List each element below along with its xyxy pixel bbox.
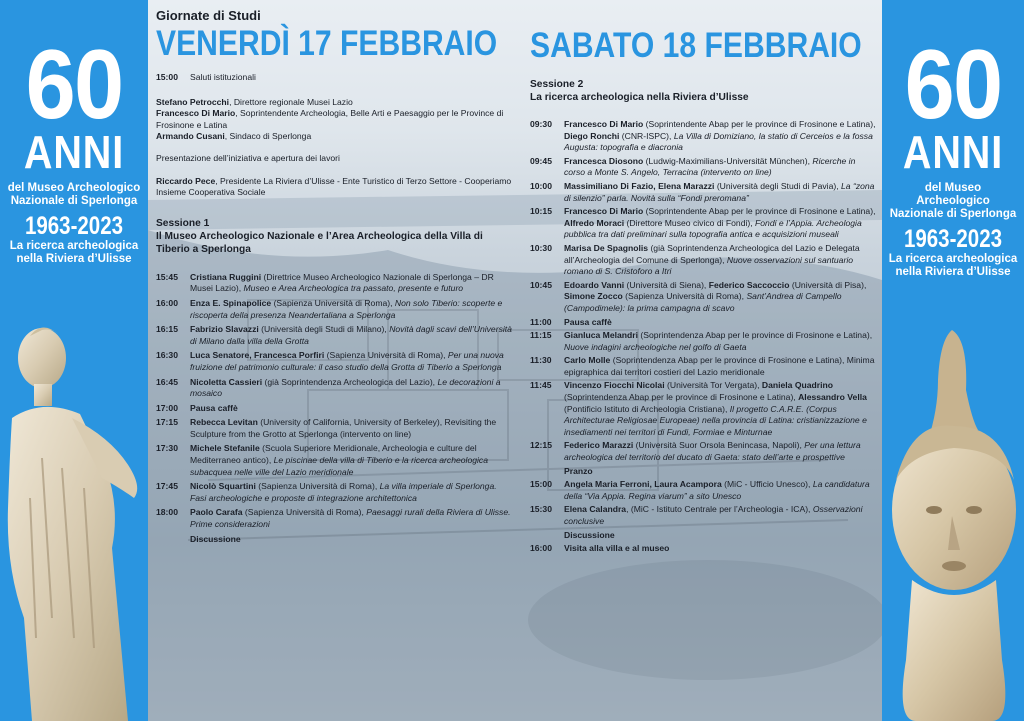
talk-details xyxy=(564,330,876,353)
talk-details xyxy=(564,479,876,502)
speaker-name: Cristiana Ruggini xyxy=(190,271,262,282)
speaker-name: Fabrizio Slavazzi xyxy=(190,324,259,335)
session2-title: La ricerca archeologica nella Riviera d’Ulisse xyxy=(530,92,749,103)
time: 18:00 xyxy=(156,507,178,518)
talk-title: Il progetto C.A.R.E. (Corpus Architecturae Religiosae Europeae) nella provincia di Latina: cristianizzazione e insediamenti nei territori di Fundi, Formiae e Minturnae xyxy=(564,403,867,437)
schedule-row xyxy=(156,507,512,530)
speaker-affiliation: (Direttrice Museo Archeologico Nazionale di Sperlonga – DR Musei Lazio), xyxy=(190,271,494,294)
speaker-name: Paolo Carafa xyxy=(190,507,243,518)
time: 10:45 xyxy=(530,279,552,290)
speaker-affiliation: (Università degli Studi di Pavia), xyxy=(714,180,842,191)
schedule-row xyxy=(156,377,512,400)
speaker-affiliation-2: (Università di Pisa), xyxy=(789,279,867,290)
talk-title: Per una lettura archeologica del territorio del ducato di Gaeta: stato dell’arte e prospettive xyxy=(564,440,861,463)
speaker-name-3: Simone Zocco xyxy=(564,291,623,302)
talk-details xyxy=(190,417,512,440)
talk-details xyxy=(564,317,876,329)
speaker-name: Carlo Molle xyxy=(564,355,611,366)
talk-title: Paesaggi rurali della Riviera di Ulisse. Prime considerazioni xyxy=(190,507,511,530)
speaker-affiliation-2: (CNR-ISPC), xyxy=(619,130,674,141)
talk-details xyxy=(564,466,876,478)
speaker-affiliation: (Sapienza Università di Roma), xyxy=(271,297,395,308)
speaker-affiliation: (Università di Siena), xyxy=(624,279,709,290)
speaker-name-2: Diego Ronchi xyxy=(564,130,620,141)
friday-schedule xyxy=(156,272,512,545)
anniversary-badge-right xyxy=(882,29,1024,279)
time: 11:00 xyxy=(530,316,552,327)
time: 16:00 xyxy=(156,297,178,308)
badge-subtitle-line2: nella Riviera d’Ulisse xyxy=(895,266,1011,278)
left-band xyxy=(0,0,148,721)
speaker-affiliation-2: (Direttore Museo civico di Fondi), xyxy=(624,217,756,228)
time: 10:30 xyxy=(530,242,552,253)
speaker-name: Edoardo Vanni xyxy=(564,279,625,290)
speaker-name-2: Federico Saccoccio xyxy=(708,279,790,290)
friday-column xyxy=(156,8,512,548)
time: 17:00 xyxy=(156,402,178,413)
talk-details xyxy=(190,324,512,347)
time: 16:00 xyxy=(530,543,552,554)
schedule-row xyxy=(530,280,876,315)
speaker-name: Luca Senatore, Francesca Porfiri xyxy=(190,350,325,361)
speaker-affiliation: (Sapienza Università di Roma), xyxy=(242,507,367,518)
badge-subtitle-line1: La ricerca archeologica xyxy=(9,240,139,252)
badge-years: 1963-2023 xyxy=(24,212,124,240)
schedule-row xyxy=(156,298,512,321)
speaker-name: Pranzo xyxy=(564,465,593,476)
speaker-name: Angela Maria Ferroni, Laura Acampora xyxy=(564,479,722,490)
speaker-affiliation: (Università Suor Orsola Benincasa, Napoli), xyxy=(633,440,805,451)
head-sculpture-image xyxy=(882,330,1024,721)
pece-entry xyxy=(156,176,512,199)
speaker-name: Visita alla villa e al museo xyxy=(564,543,670,554)
talk-title: Sant’Andrea di Campello (Campodimele): la prima campagna di scavo xyxy=(564,291,842,313)
schedule-row xyxy=(530,530,876,542)
speaker-name: Armando Cusani xyxy=(156,131,225,142)
saturday-heading: SABATO 18 FEBBRAIO xyxy=(530,26,862,65)
badge-subtitle-line1: La ricerca archeologica xyxy=(888,253,1018,265)
badge-museum-line1: del Museo Archeologico xyxy=(916,182,990,207)
schedule-row xyxy=(530,355,876,378)
talk-title: La villa imperiale di Sperlonga. Fasi archeologiche e proposte di integrazione architettonica xyxy=(190,481,497,503)
speaker-name: Francesco Di Mario xyxy=(564,206,644,217)
schedule-row xyxy=(530,330,876,353)
speaker-name: Michele Stefanile xyxy=(190,443,260,454)
schedule-row xyxy=(530,243,876,278)
speaker-name: Gianluca Melandri xyxy=(564,330,639,341)
talk-details xyxy=(190,507,512,530)
talk-details xyxy=(564,243,876,278)
schedule-row xyxy=(530,440,876,463)
talk-title: Nuove indagini archeologiche nel golfo di Gaeta xyxy=(564,341,747,352)
time: 17:45 xyxy=(156,481,178,492)
time: 17:30 xyxy=(156,443,178,454)
badge-museum-line2: Nazionale di Sperlonga xyxy=(10,195,138,207)
time: 15:00 xyxy=(530,479,552,490)
schedule-row xyxy=(156,443,512,478)
anniversary-badge-left xyxy=(0,29,148,266)
speaker-affiliation: (Sapienza Università di Roma), xyxy=(324,350,448,361)
badge-museum-line1: del Museo Archeologico xyxy=(7,182,141,194)
speaker-name-2: Daniela Quadrino xyxy=(761,380,834,391)
speaker-affiliation: (Università degli Studi di Milano), xyxy=(258,324,390,335)
speaker-affiliation: , Soprintendente Archeologia, Belle Arti e Paesaggio per le Province di Frosinone e Latina xyxy=(156,108,504,130)
talk-details xyxy=(190,443,512,478)
talk-details xyxy=(564,440,876,463)
schedule-row xyxy=(156,350,512,373)
badge-museum xyxy=(0,182,148,208)
talk-details xyxy=(190,481,512,504)
talk-title: Museo e Area Archeologica tra passato, presente e futuro xyxy=(243,283,464,294)
time xyxy=(530,530,564,542)
schedule-row xyxy=(156,324,512,347)
badge-anni: ANNI xyxy=(23,126,125,178)
talk-details xyxy=(190,350,512,373)
talk-details xyxy=(190,298,512,321)
talk-details xyxy=(564,181,876,204)
speaker-affiliation-2: (Soprintendenza Abap per le province di Frosinone e Latina), xyxy=(564,392,799,403)
speaker-affiliation: (MiC - Ufficio Unesco), xyxy=(721,479,813,490)
speaker-affiliation: (Ludwig-Maximilians-Universität München), xyxy=(643,155,813,166)
time: 11:30 xyxy=(530,355,552,366)
speaker-affiliation: (già Soprintendenza Archeologica del Lazio), xyxy=(262,376,438,387)
speaker-name: Vincenzo Fiocchi Nicolai xyxy=(564,380,665,391)
badge-museum xyxy=(882,182,1024,221)
talk-details xyxy=(564,156,876,179)
talk-title: Nuove osservazioni sul santuario romano di S. Cristoforo a Itri xyxy=(564,254,854,277)
speaker-affiliation: (Soprintendenza Abap per le province di Frosinone e Latina), Minima epigraphica dai territori costieri del Lazio meridionale xyxy=(564,355,875,377)
talk-details xyxy=(564,119,876,154)
speaker-affiliation: (Soprintendente Abap per le province di Frosinone e Latina), xyxy=(643,206,876,217)
speaker-name: Pausa caffè xyxy=(564,316,612,327)
schedule-row xyxy=(530,317,876,329)
schedule-row xyxy=(530,543,876,555)
speaker-name: Francesco Di Mario xyxy=(564,119,644,129)
talk-title: Le decorazioni a mosaico xyxy=(190,376,501,399)
speaker-name: Discussione xyxy=(564,529,615,540)
time: 16:15 xyxy=(156,324,178,335)
speaker-name-2: Alfredo Moraci xyxy=(564,217,625,228)
time: 15:30 xyxy=(530,504,552,515)
talk-title: Osservazioni conclusive xyxy=(564,504,863,526)
speaker-affiliation: , Direttore regionale Musei Lazio xyxy=(229,96,353,107)
speaker-affiliation: , Sindaco di Sperlonga xyxy=(224,131,312,142)
schedule-row xyxy=(156,481,512,504)
speaker-affiliation: (già Soprintendenza Archeologica del Lazio e Delegata all’Archeologia del Comune di Sperlonga), xyxy=(564,242,860,265)
saturday-schedule xyxy=(530,119,876,555)
badge-number: 60 xyxy=(25,29,123,139)
talk-title: Non solo Tiberio: scoperte e riscoperta della presenza Neandertaliana a Sperlonga xyxy=(190,297,503,320)
badge-anni: ANNI xyxy=(902,126,1004,178)
speaker-affiliation: (Scuola Superiore Meridionale, Archeologia e culture del Mediterraneo antico), xyxy=(190,443,477,466)
event-label: Giornate di Studi xyxy=(156,8,261,23)
speaker-affiliation: (Soprintendenza Abap per le province di Frosinone e Latina), xyxy=(638,330,873,341)
badge-museum-line2: Nazionale di Sperlonga xyxy=(889,208,1017,220)
speaker-name: Francesco Di Mario xyxy=(156,108,236,119)
speaker-name-3: Alessandro Vella xyxy=(798,392,867,403)
talk-details xyxy=(564,280,876,315)
talk-title: Fondi e l’Appia. Archeologia pubblica tra dati preliminari sulla topografia antica e acquisizioni museali xyxy=(564,217,862,240)
schedule-row xyxy=(530,181,876,204)
time: 10:15 xyxy=(530,206,552,217)
talk-details xyxy=(190,534,512,546)
talk-title: Novità dagli scavi dell’Università di Milano dalla villa della Grotta xyxy=(190,324,512,346)
schedule-row xyxy=(530,206,876,241)
speaker-name: Stefano Petrocchi xyxy=(156,96,230,107)
badge-subtitle xyxy=(0,240,148,266)
time: 12:15 xyxy=(530,440,552,451)
speaker-name: Pausa caffè xyxy=(190,402,238,413)
schedule-row xyxy=(156,272,512,295)
talk-title: La candidatura della “Via Appia. Regina viarum” a sito Unesco xyxy=(564,479,870,501)
talk-details xyxy=(190,377,512,400)
talk-title: La “zona di silenzio” parla. Novità sulla “Fondi preromana” xyxy=(564,180,875,203)
talk-details xyxy=(190,403,512,415)
female-statue-image xyxy=(2,318,148,721)
talk-details xyxy=(564,530,876,542)
talk-title: Per una nuova fruizione del patrimonio culturale: il caso studio della Grotta di Tiberio a Sperlonga xyxy=(190,350,504,372)
time: 16:30 xyxy=(156,350,178,361)
speaker-name: Federico Marazzi xyxy=(564,440,634,451)
time: 09:45 xyxy=(530,155,552,166)
right-band xyxy=(882,0,1024,721)
schedule-row xyxy=(156,417,512,440)
speaker-entry xyxy=(156,131,512,143)
schedule-row xyxy=(530,504,876,527)
program-panel xyxy=(148,0,882,721)
speaker-affiliation-3: (Sapienza Università di Roma), xyxy=(622,291,747,302)
talk-title: Le piscinae della villa di Tiberio e la ricerca archeologica subacquea nelle ville del Lazio meridionale xyxy=(190,455,488,477)
speaker-name: Massimiliano Di Fazio, Elena Marazzi xyxy=(564,180,715,191)
time: 10:00 xyxy=(530,180,552,191)
speaker-name: Riccardo Pece xyxy=(156,175,216,186)
schedule-row xyxy=(530,380,876,438)
talk-details xyxy=(564,543,876,555)
badge-subtitle-line2: nella Riviera d’Ulisse xyxy=(16,253,132,265)
welcome-row xyxy=(156,72,512,84)
speaker-affiliation: (Sapienza Università di Roma), xyxy=(255,481,380,492)
talk-details xyxy=(190,272,512,295)
session2-label: Sessione 2 xyxy=(530,79,584,90)
schedule-row xyxy=(530,156,876,179)
schedule-row xyxy=(156,403,512,415)
talk-details xyxy=(564,504,876,527)
speaker-name: Enza E. Spinapolice xyxy=(190,297,272,308)
speaker-entry xyxy=(156,108,512,131)
speaker-entry xyxy=(156,97,512,109)
friday-heading: VENERDÌ 17 FEBBRAIO xyxy=(156,24,498,63)
session1-title: Il Museo Archeologico Nazionale e l’Area Archeologica della Villa di Tiberio a Sperlonga xyxy=(156,230,483,255)
talk-details xyxy=(564,380,876,438)
speaker-name: Marisa De Spagnolis xyxy=(564,242,649,253)
badge-subtitle xyxy=(882,253,1024,279)
speaker-name: Discussione xyxy=(190,533,241,544)
schedule-row xyxy=(530,119,876,154)
speaker-affiliation: , (MiC - Istituto Centrale per l’Archeologia - ICA), xyxy=(626,504,813,515)
speaker-name: Elena Calandra xyxy=(564,504,627,515)
talk-title: Ricerche in corso a Monte S. Angelo, Terracina (intervento on line) xyxy=(564,155,856,178)
speaker-name: Rebecca Levitan xyxy=(190,417,258,428)
talk-details xyxy=(564,355,876,378)
time: 15:45 xyxy=(156,271,178,282)
schedule-row xyxy=(530,479,876,502)
time: 11:15 xyxy=(530,330,552,341)
time: 17:15 xyxy=(156,417,178,428)
schedule-row xyxy=(156,534,512,546)
time: 15:00 xyxy=(156,72,178,82)
badge-years: 1963-2023 xyxy=(903,225,1003,253)
talk-title: La Villa di Domiziano, la statio di Cerceios e la fossa Augusta: topografia e diacronia xyxy=(564,130,873,153)
time: 11:45 xyxy=(530,380,552,391)
speaker-name: Nicoletta Cassieri xyxy=(190,376,263,387)
speaker-affiliation: (Università Tor Vergata), xyxy=(664,380,762,391)
speaker-affiliation-3: (Pontificio Istituto di Archeologia Cristiana), xyxy=(564,403,730,414)
time: 09:30 xyxy=(530,119,552,129)
badge-number: 60 xyxy=(904,29,1002,139)
speaker-affiliation: (University of California, University of Berkeley), Revisiting the Sculpture from the Grotto at Sperlonga (intervento on line) xyxy=(190,417,497,439)
speaker-affiliation: , Presidente La Riviera d’Ulisse - Ente Turistico di Terzo Settore - Cooperiamo Insieme Cooperativa Sociale xyxy=(156,175,512,198)
speaker-name: Nicolò Squartini xyxy=(190,481,256,492)
time xyxy=(530,466,564,478)
schedule-row xyxy=(530,466,876,478)
presentation-text: Presentazione dell’iniziativa e apertura dei lavori xyxy=(156,152,340,163)
session1-label: Sessione 1 xyxy=(156,217,210,229)
welcome-text: Saluti istituzionali xyxy=(190,72,256,82)
saturday-column xyxy=(530,8,876,557)
speaker-affiliation: (Soprintendente Abap per le province di Frosinone e Latina), xyxy=(643,119,876,129)
time xyxy=(156,534,190,546)
institutional-speakers xyxy=(156,97,512,143)
speaker-name: Francesca Diosono xyxy=(564,155,644,166)
talk-details xyxy=(564,206,876,241)
time: 16:45 xyxy=(156,376,178,387)
